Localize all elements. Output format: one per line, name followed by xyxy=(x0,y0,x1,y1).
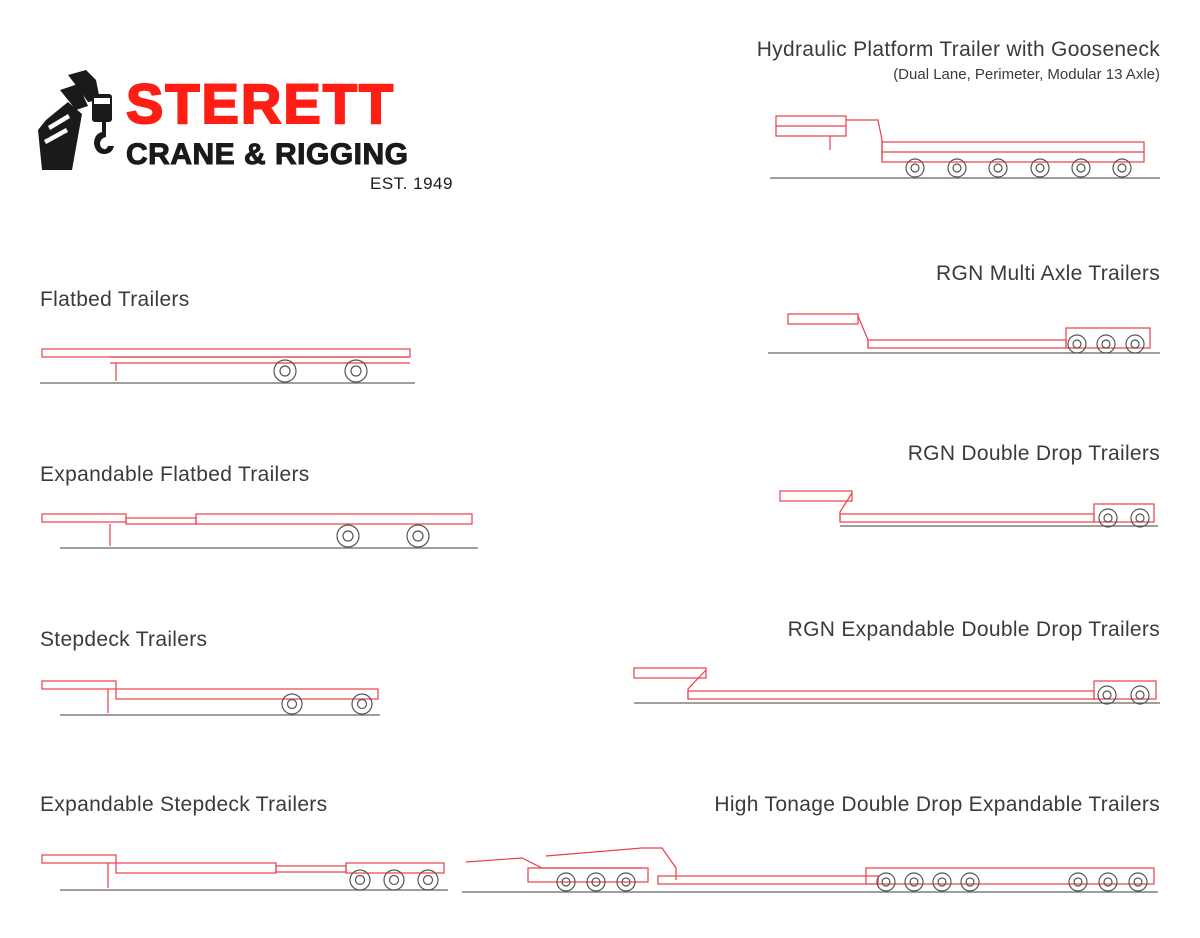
expandable-flatbed-title: Expandable Flatbed Trailers xyxy=(40,463,310,486)
hydraulic-trailer-drawing xyxy=(770,110,1160,185)
stepdeck-drawing xyxy=(40,678,385,720)
logo-established: EST. 1949 xyxy=(370,174,453,193)
rgn-double-drop-title: RGN Double Drop Trailers xyxy=(907,442,1160,465)
logo-tagline: CRANE & RIGGING xyxy=(126,138,409,171)
hydraulic-title: Hydraulic Platform Trailer with Gooseneck xyxy=(756,38,1160,61)
expandable-stepdeck-title: Expandable Stepdeck Trailers xyxy=(40,793,328,816)
crane-hook-icon xyxy=(38,70,128,175)
flatbed-trailer-drawing xyxy=(40,345,420,387)
flatbed-title: Flatbed Trailers xyxy=(40,288,190,311)
stepdeck-title: Stepdeck Trailers xyxy=(40,628,208,651)
sterett-logo xyxy=(38,70,468,195)
rgn-multi-axle-drawing xyxy=(768,310,1160,358)
expandable-stepdeck-drawing xyxy=(40,852,450,894)
rgn-expandable-title: RGN Expandable Double Drop Trailers xyxy=(787,618,1160,641)
high-tonage-title: High Tonage Double Drop Expandable Trailers xyxy=(714,793,1160,816)
logo-wordmark: STERETT xyxy=(126,72,396,135)
hydraulic-subtitle: (Dual Lane, Perimeter, Modular 13 Axle) xyxy=(893,66,1160,83)
high-tonage-drawing xyxy=(462,838,1160,896)
rgn-double-drop-drawing xyxy=(778,488,1160,530)
rgn-expandable-drawing xyxy=(632,665,1162,707)
expandable-flatbed-drawing xyxy=(40,510,480,552)
rgn-multi-title: RGN Multi Axle Trailers xyxy=(936,262,1160,285)
